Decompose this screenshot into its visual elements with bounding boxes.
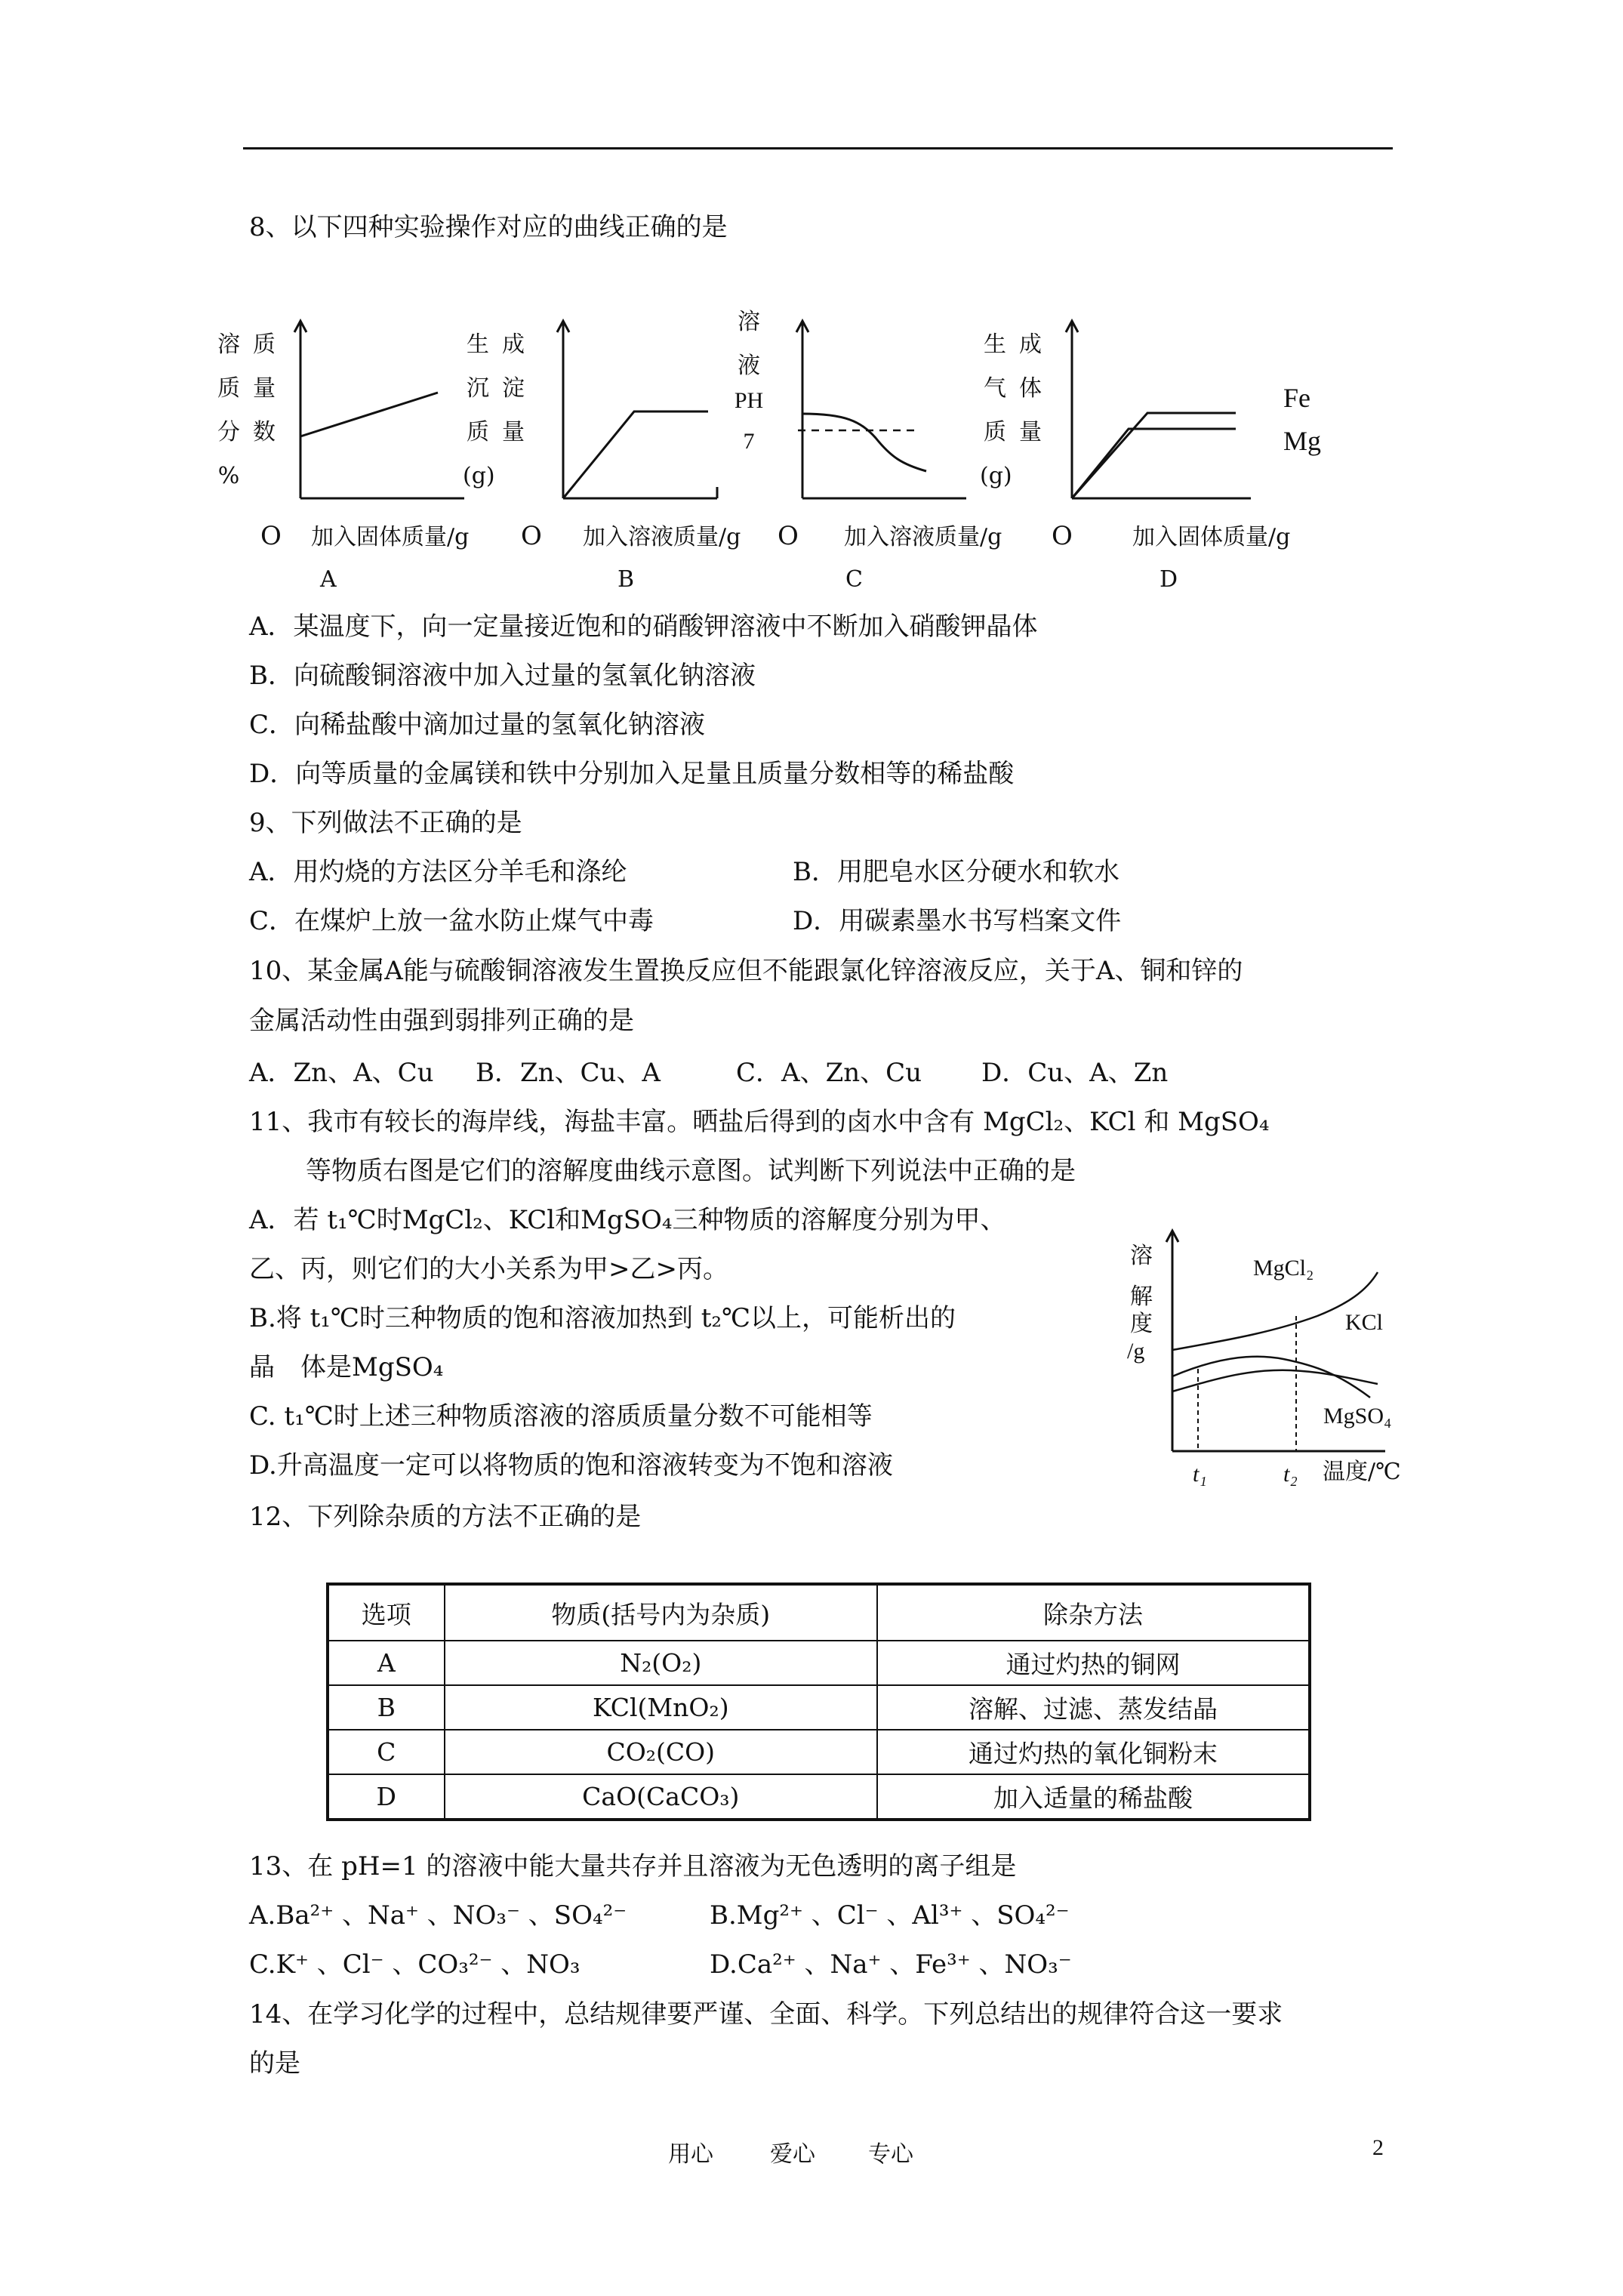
table-cell: CaO(CaCO₃) (445, 1774, 878, 1820)
graph-a-ylabel-7: 数 (253, 419, 276, 445)
graph-d-series-fe: Fe (1283, 383, 1310, 413)
q10-option-c: C．A、Zn、Cu (736, 1058, 922, 1088)
graph-b-ylabel-6: 淀 (502, 375, 525, 402)
table-cell: 加入适量的稀盐酸 (877, 1774, 1310, 1820)
graph-b-origin: O (521, 521, 542, 551)
q13-option-c: C.K⁺ 、Cl⁻ 、CO₃²⁻ 、NO₃ (249, 1949, 581, 1980)
q9-stem: 9、下列做法不正确的是 (249, 808, 522, 838)
graph-d-xlabel: 加入固体质量/g (1132, 524, 1291, 550)
q9-option-a: A．用灼烧的方法区分羊毛和涤纶 (249, 857, 627, 887)
graph-c-ylabel-2: 液 (738, 353, 760, 379)
table-cell: C (328, 1730, 445, 1774)
q14-stem-1: 14、在学习化学的过程中，总结规律要严谨、全面、科学。下列总结出的规律符合这一要求 (249, 1999, 1283, 2029)
graph-c-ylabel-1: 溶 (738, 309, 760, 335)
graph-b-ylabel-5: 成 (502, 331, 525, 358)
graph-c-plot (789, 317, 970, 506)
graph-c-origin: O (778, 521, 799, 551)
q10-stem-2: 金属活动性由强到弱排列正确的是 (249, 1006, 634, 1036)
graph-a-plot (287, 317, 468, 506)
table-header-row (328, 1584, 1310, 1641)
table-cell: 通过灼热的铜网 (877, 1641, 1310, 1685)
q11-option-c: C. t₁℃时上述三种物质溶液的溶质质量分数不可能相等 (249, 1401, 873, 1432)
q11-option-a-2: 乙、丙，则它们的大小关系为甲>乙>丙。 (249, 1254, 728, 1284)
q11-option-d: D.升高温度一定可以将物质的饱和溶液转变为不饱和溶液 (249, 1450, 893, 1481)
graph-d-plot (1058, 317, 1255, 506)
graph-b-ylabel-7: 量 (502, 419, 525, 445)
q13-option-b: B.Mg²⁺ 、Cl⁻ 、Al³⁺ 、SO₄²⁻ (710, 1900, 1070, 1931)
q9-option-d: D．用碳素墨水书写档案文件 (793, 906, 1122, 936)
graph-d-ylabel-2: 气 (984, 375, 1006, 402)
q9-option-b: B．用肥皂水区分硬水和软水 (793, 857, 1119, 887)
header-rule (243, 147, 1393, 149)
table-cell: KCl(MnO₂) (445, 1685, 878, 1730)
q13-stem: 13、在 pH=1 的溶液中能大量共存并且溶液为无色透明的离子组是 (249, 1851, 1017, 1881)
graph-a-letter: A (320, 566, 337, 593)
table-cell: 溶解、过滤、蒸发结晶 (877, 1685, 1310, 1730)
q10-option-b: B．Zn、Cu、A (476, 1058, 661, 1088)
q8-option-a: A．某温度下，向一定量接近饱和的硝酸钾溶液中不断加入硝酸钾晶体 (249, 612, 1038, 642)
graph-c-xlabel: 加入溶液质量/g (844, 524, 1002, 550)
graph-b-ylabel-4: (g) (463, 463, 495, 489)
q10-option-a: A．Zn、A、Cu (249, 1058, 434, 1088)
solubility-ylabel-2: 解 (1130, 1284, 1153, 1310)
graph-d-ylabel-6: 体 (1019, 375, 1042, 402)
graph-d-origin: O (1052, 521, 1073, 551)
graph-c-letter: C (845, 566, 863, 593)
graph-d-ylabel-5: 成 (1019, 331, 1042, 358)
graph-a-ylabel-4: % (217, 463, 240, 489)
graph-b-xlabel: 加入溶液质量/g (583, 524, 741, 550)
table-cell: A (328, 1641, 445, 1685)
graph-b-plot (550, 317, 731, 506)
graph-a-xlabel: 加入固体质量/g (311, 524, 470, 550)
graph-c-ylabel-3: PH (734, 388, 764, 413)
q13-option-d: D.Ca²⁺ 、Na⁺ 、Fe³⁺ 、NO₃⁻ (710, 1949, 1072, 1980)
solubility-t1: t₁ (1193, 1462, 1207, 1487)
graph-d-series-mg: Mg (1283, 426, 1322, 456)
q8-option-b: B．向硫酸铜溶液中加入过量的氢氧化钠溶液 (249, 661, 756, 691)
graph-a-ylabel-5: 质 (253, 331, 276, 358)
q8-option-c: C．向稀盐酸中滴加过量的氢氧化钠溶液 (249, 710, 706, 740)
graph-c-ylabel-4: 7 (743, 429, 755, 454)
table-cell: 通过灼热的氧化铜粉末 (877, 1730, 1310, 1774)
solubility-ylabel-4: /g (1127, 1339, 1145, 1364)
solubility-series-mgcl2: MgCl₂ (1253, 1256, 1314, 1281)
graph-a-origin: O (260, 521, 282, 551)
q14-stem-2: 的是 (249, 2048, 300, 2079)
q11-stem-2: 等物质右图是它们的溶解度曲线示意图。试判断下列说法中正确的是 (306, 1156, 1076, 1186)
solubility-t2: t₂ (1283, 1462, 1298, 1487)
q11-option-b-2: 晶 体是MgSO₄ (249, 1352, 444, 1382)
solubility-ylabel-3: 度 (1130, 1311, 1153, 1337)
table-cell: D (328, 1774, 445, 1820)
q10-option-d: D．Cu、A、Zn (981, 1058, 1169, 1088)
table-row (328, 1641, 1310, 1685)
footer-item-1: 用心 (668, 2141, 713, 2168)
graph-a-ylabel-6: 量 (253, 375, 276, 402)
q12-stem: 12、下列除杂质的方法不正确的是 (249, 1502, 642, 1532)
table-row (328, 1685, 1310, 1730)
graph-b-ylabel-2: 沉 (467, 375, 489, 402)
solubility-series-mgso4: MgSO₄ (1323, 1404, 1392, 1428)
graph-a-ylabel-2: 质 (217, 375, 240, 402)
graph-a-ylabel-3: 分 (217, 419, 240, 445)
graph-b-letter: B (617, 566, 635, 593)
table-header: 除杂方法 (877, 1584, 1310, 1641)
solubility-ylabel-1: 溶 (1130, 1243, 1153, 1269)
q11-stem-1: 11、我市有较长的海岸线，海盐丰富。晒盐后得到的卤水中含有 MgCl₂、KCl 和 MgSO₄ (249, 1107, 1270, 1137)
table-header: 物质(括号内为杂质) (445, 1584, 878, 1641)
q11-option-b-1: B.将 t₁℃时三种物质的饱和溶液加热到 t₂℃以上，可能析出的 (249, 1303, 956, 1333)
q10-stem-1: 10、某金属A能与硫酸铜溶液发生置换反应但不能跟氯化锌溶液反应，关于A、铜和锌的 (249, 956, 1243, 986)
graph-b-ylabel-1: 生 (467, 331, 489, 358)
table-row (328, 1730, 1310, 1774)
page-number: 2 (1372, 2135, 1384, 2160)
graph-d-ylabel-7: 量 (1019, 419, 1042, 445)
graph-d-ylabel-1: 生 (984, 331, 1006, 358)
table-cell: B (328, 1685, 445, 1730)
solubility-xlabel: 温度/℃ (1323, 1459, 1401, 1485)
graph-d-letter: D (1160, 566, 1178, 593)
q8-option-d: D．向等质量的金属镁和铁中分别加入足量且质量分数相等的稀盐酸 (249, 759, 1015, 789)
q12-table (326, 1583, 1311, 1821)
graph-d-ylabel-3: 质 (984, 419, 1006, 445)
q9-option-c: C．在煤炉上放一盆水防止煤气中毒 (249, 906, 654, 936)
footer-item-3: 专心 (868, 2141, 913, 2168)
table-cell: N₂(O₂) (445, 1641, 878, 1685)
table-header: 选项 (328, 1584, 445, 1641)
table-cell: CO₂(CO) (445, 1730, 878, 1774)
graph-a-ylabel-1: 溶 (217, 331, 240, 358)
solubility-series-kcl: KCl (1345, 1310, 1384, 1335)
q8-stem: 8、以下四种实验操作对应的曲线正确的是 (249, 212, 728, 242)
footer-item-2: 爱心 (770, 2141, 815, 2168)
q11-option-a-1: A．若 t₁℃时MgCl₂、KCl和MgSO₄三种物质的溶解度分别为甲、 (249, 1205, 1006, 1235)
q13-option-a: A.Ba²⁺ 、Na⁺ 、NO₃⁻ 、SO₄²⁻ (249, 1900, 627, 1931)
graph-d-ylabel-4: (g) (980, 463, 1012, 489)
graph-b-ylabel-3: 质 (467, 419, 489, 445)
table-row (328, 1774, 1310, 1820)
